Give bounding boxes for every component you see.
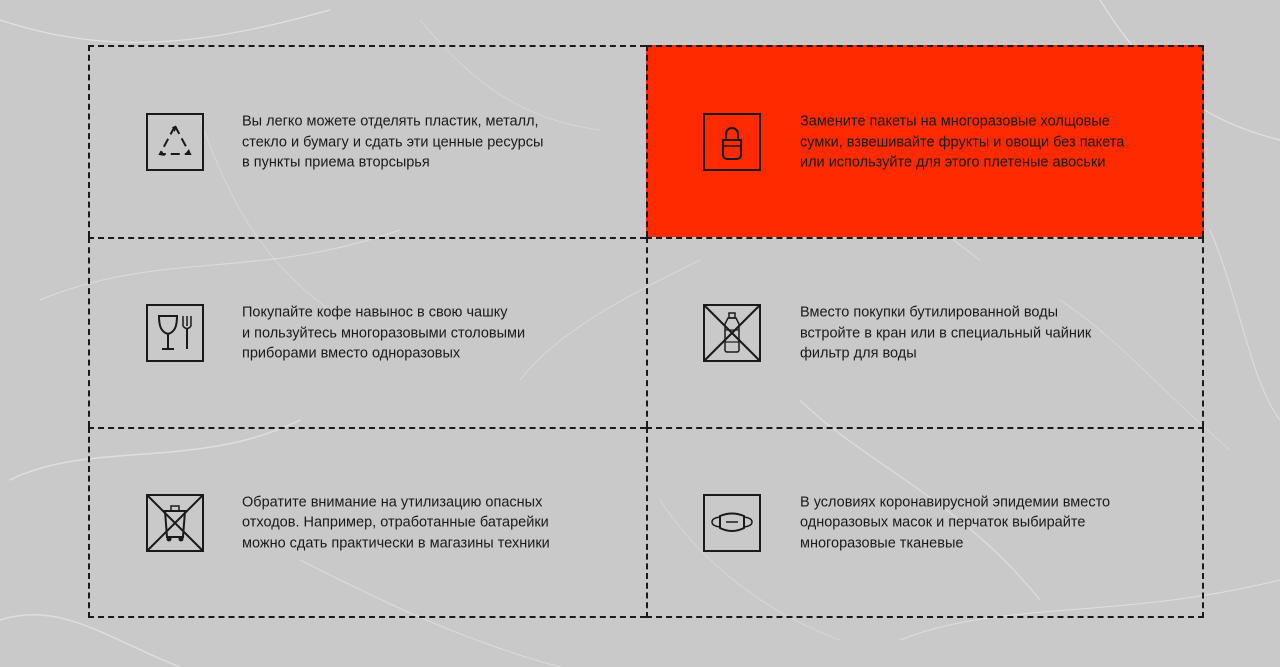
tip-text <box>800 111 1140 173</box>
tip-card-hazardous-waste <box>88 427 646 618</box>
tip-card-reusable-mask <box>646 427 1204 618</box>
tip-text-line: и пользуйтесь многоразовыми столовыми <box>242 324 526 341</box>
tip-text <box>800 492 1140 554</box>
tip-text <box>242 111 582 173</box>
tip-card-reusable-cup <box>88 237 646 427</box>
tip-text-line: в пункты приема вторсырья <box>242 154 430 171</box>
tip-card-recycling <box>88 45 646 237</box>
face-mask-icon <box>703 494 761 552</box>
tip-text <box>242 492 582 554</box>
shopping-bag-icon <box>703 113 761 171</box>
no-trash-bin-icon <box>146 494 204 552</box>
tip-text <box>800 302 1140 364</box>
tip-text-line: Вы легко можете отделять пластик, металл, <box>242 113 539 130</box>
tip-text-line: приборами вместо одноразовых <box>242 345 461 362</box>
tip-text-line: Обратите внимание на утилизацию опасных <box>242 493 543 510</box>
tip-text-line: фильтр для воды <box>800 345 917 362</box>
tip-text-line: встройте в кран или в специальный чайник <box>800 324 1092 341</box>
tip-text-line: можно сдать практически в магазины техники <box>242 534 550 551</box>
tip-text-line: Замените пакеты на многоразовые холщовые <box>800 113 1110 130</box>
glass-fork-icon <box>146 304 204 362</box>
no-plastic-bottle-icon <box>703 304 761 362</box>
tip-card-water-filter <box>646 237 1204 427</box>
tip-text-line: сумки, взвешивайте фрукты и овощи без пакета <box>800 133 1125 150</box>
tip-text-line: Покупайте кофе навынос в свою чашку <box>242 304 508 321</box>
tip-text-line: многоразовые тканевые <box>800 534 964 551</box>
tip-text <box>242 302 582 364</box>
tip-text-line: Вместо покупки бутилированной воды <box>800 304 1059 321</box>
tip-text-line: или используйте для этого плетеные авоськи <box>800 154 1106 171</box>
tip-text-line: стекло и бумагу и сдать эти ценные ресурсы <box>242 133 544 150</box>
tip-text-line: отходов. Например, отработанные батарейки <box>242 514 549 531</box>
tip-text-line: В условиях коронавирусной эпидемии вместо <box>800 493 1111 510</box>
tip-card-reusable-bags <box>646 45 1204 237</box>
recycle-icon <box>146 113 204 171</box>
tip-text-line: одноразовых масок и перчаток выбирайте <box>800 514 1086 531</box>
eco-tips-grid <box>88 45 1204 618</box>
